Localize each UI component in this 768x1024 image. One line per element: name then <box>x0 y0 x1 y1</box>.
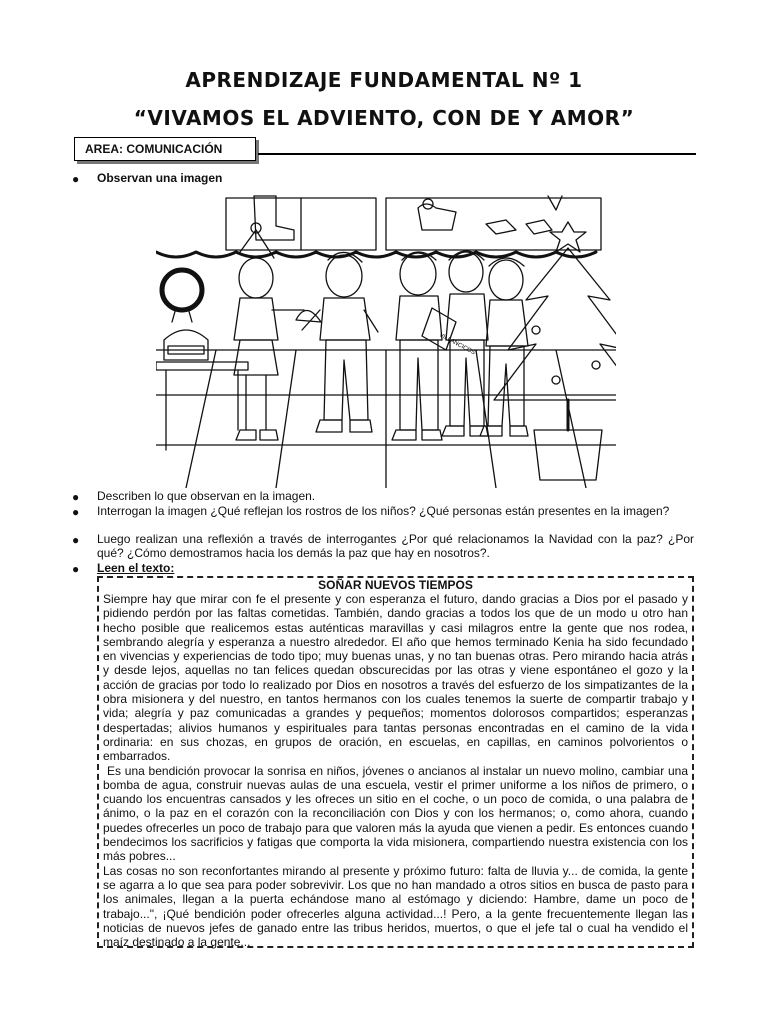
bullet-icon: ● <box>72 490 80 504</box>
reading-box <box>97 576 694 948</box>
child-figure <box>392 252 456 440</box>
bullet-question: Interrogan la imagen ¿Qué reflejan los rostros de los niños? ¿Qué personas están presentes en la imagen? <box>97 504 670 518</box>
boot-icon <box>254 196 294 240</box>
wreath-icon <box>162 270 202 310</box>
christmas-illustration <box>156 190 616 488</box>
area-divider <box>258 153 696 155</box>
reading-paragraph: Siempre hay que mirar con fe el presente y con esperanza el futuro, dando gracias a Dios por el pasado y pidiendo perdón por las faltas cometidas. También, dando gracias a todos los que de un modo u otro han hecho posible que realicemos estas auténticas maravillas y casi milagros entre la gente que nos rodea, sembrando alegría y esperanza a nuestro alrededor. El año que hemos terminado Kenia ha sido fecundado en vivencias y experiencias de todo tipo; muy buenas unas, y no tan buenas otras. Pero mirando hacia atrás y desde lejos, aquellas no tan felices quedan obscurecidas por las otras y viene espontáneo el gozo y la acción de gracias por todo lo realizado por Dios en nosotros a través del esfuerzo de los simpatizantes de la obra misionera y del nuestro, en tantos hermanos con los cuales tenemos la suerte de compartir trabajo y vida; alegría y paz comunicadas a grandes y pequeños; momentos dolorosos compartidos; esperanzas despertadas; alivios humanos y espirituales para tantas personas encontradas en el camino de la vida ordinaria: en sus chozas, en grupos de oración, en escuelas, en capillas, en caminos polvorientos o embarrados. <box>103 592 688 764</box>
bullet-icon: ● <box>72 505 80 519</box>
songbook-label: VILLANCICOS <box>438 332 476 357</box>
bullet-read: Leen el texto: <box>97 561 175 575</box>
reading-paragraph: Las cosas no son reconfortantes mirando al presente y próximo futuro: falta de lluvia y... de comida, la gente se agarra a lo que sea para poder sobrevivir. Los que no han mandado a otros sitios en busca de pasto para los animales, llegan a la puerta echándose mano al estómago y diciendo: Hambre, dame un poco de trabajo...", ¡Qué bendición poder ofrecerles alguna actividad...! Pero, a la gente frecuentemente llegan las noticias de nuevos jefes de ganado entre las tribus heridos, muertos, o que el jefe tal o cual ha vendido el maíz destinado a la gente... <box>103 863 688 950</box>
bullet-describe: Describen lo que observan en la imagen. <box>97 489 316 503</box>
bullet-icon: ● <box>72 533 80 547</box>
bullet-icon: ● <box>72 172 80 186</box>
page-title: APRENDIZAJE FUNDAMENTAL Nº 1 <box>185 68 583 92</box>
bullet-observe: Observan una imagen <box>97 171 223 185</box>
bullet-icon: ● <box>72 562 80 576</box>
santa-sleigh-icon <box>418 204 456 230</box>
page-subtitle: “VIVAMOS EL ADVIENTO, CON DE Y AMOR” <box>133 106 635 130</box>
bullet-reflection: Luego realizan una reflexión a través de interrogantes ¿Por qué relacionamos la Navidad con la paz? ¿Por qué? ¿Cómo demostramos hacia los demás la paz que hay en nosotros?. <box>97 532 694 560</box>
child-figure <box>302 252 378 432</box>
reading-paragraph: Es una bendición provocar la sonrisa en niños, jóvenes o ancianos al instalar un nuevo molino, cambiar una bomba de agua, construir nuevas aulas de una escuela, vestir el primer uniforme a los niños de primero, o cuando los encuentras cansados y les ofreces un sitio en el coche, o un poco de comida, o una palabra de ánimo, o la paz en el corazón con la reconciliación con Dios y con los hermanos; o, como ahora, cuando puedes ofrecerles un poco de trabajo para que valoren más la ayuda que vienen a pedir. Es entonces cuando bendecimos los sacrificios y fatigas que comporta la vida misionera, compartiendo nuestra existencia con los más pobres... <box>103 763 688 864</box>
reading-title: SOÑAR NUEVOS TIEMPOS <box>318 578 473 592</box>
area-label: AREA: COMUNICACIÓN <box>74 137 256 161</box>
